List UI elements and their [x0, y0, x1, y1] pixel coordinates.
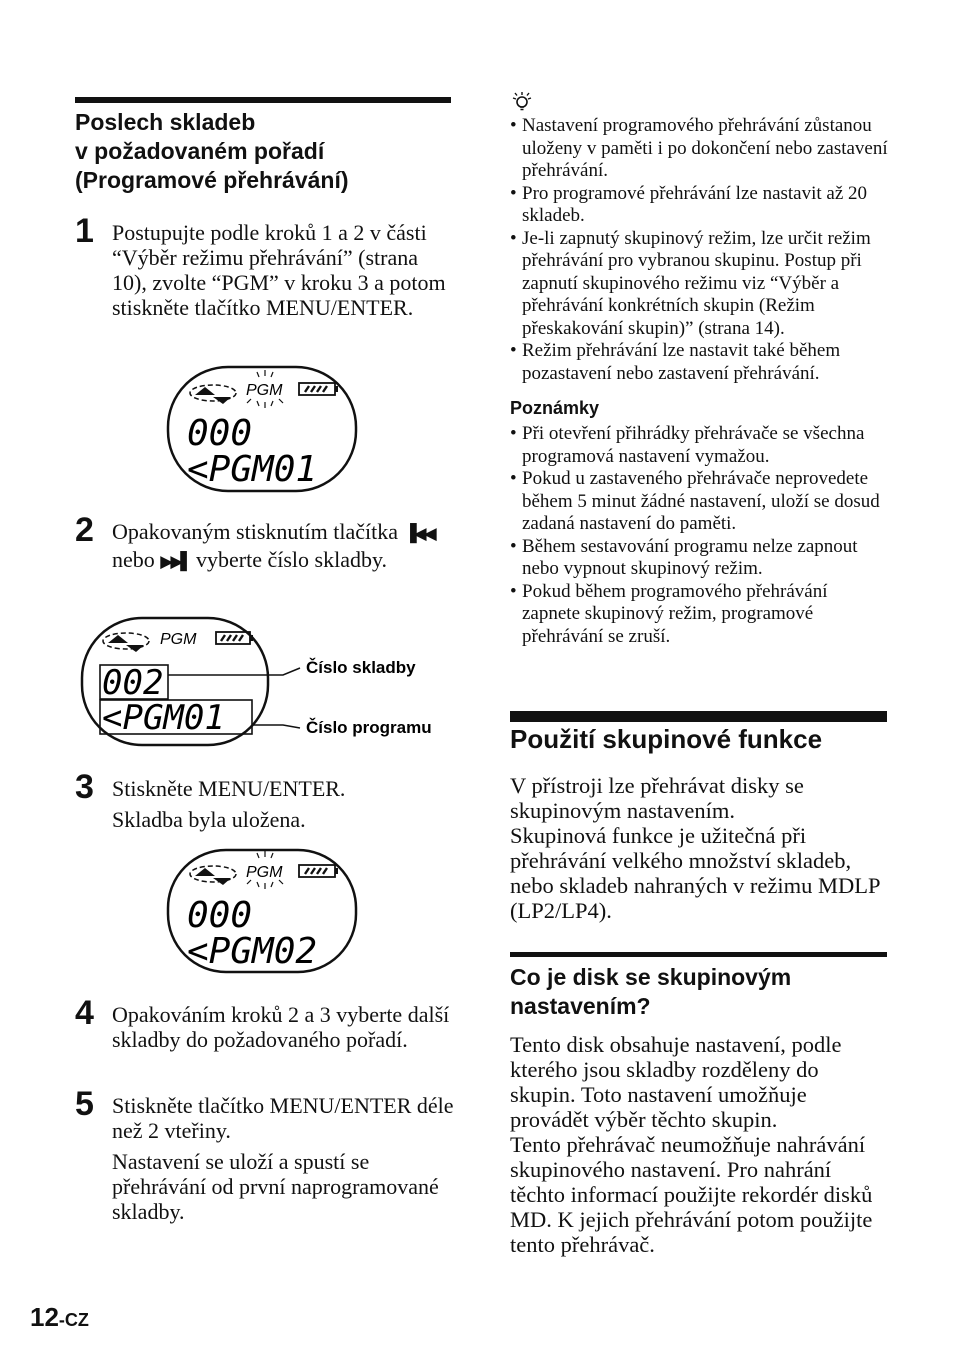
- step-number: 1: [75, 212, 94, 250]
- step-1: [75, 212, 455, 320]
- tips-list: [510, 115, 888, 385]
- step-number: 3: [75, 768, 94, 806]
- subsection-title: Co je disk se skupinovým nastavením?: [510, 964, 792, 1019]
- lcd-display-2: [78, 615, 448, 749]
- heading-line-1: Poslech skladeb: [75, 109, 256, 135]
- step-number: 4: [75, 994, 94, 1032]
- page-number-suffix: -CZ: [58, 1310, 89, 1330]
- step-4: [75, 994, 455, 1052]
- step-number: 5: [75, 1085, 94, 1123]
- section-rule: [510, 711, 887, 722]
- notes-title: Poznámky: [510, 398, 600, 418]
- lcd-program-number: <PGM01: [102, 698, 225, 738]
- tip-item: • Režim přehrávání lze nastavit také během pozastavení nebo zastavení přehrávání.: [510, 340, 888, 385]
- step-text: Stiskněte tlačítko MENU/ENTER déle než 2 vteřiny.: [112, 1093, 454, 1143]
- page-number-value: 12: [30, 1302, 59, 1332]
- pgm-indicator: PGM: [246, 864, 283, 881]
- lcd-track-number: 002: [102, 663, 164, 703]
- subsection-paragraph-2: Tento přehrávač neumožňuje nahrávání skupinového nastavení. Pro nahrání těchto informací použijte rekordér disků MD. K jejich přehrávání potom použijte tento přehrávač.: [510, 1132, 873, 1257]
- disc-icon: [103, 633, 149, 652]
- step-text-b: nebo: [112, 547, 161, 572]
- lcd-track-number: 000: [187, 413, 253, 454]
- section-heading: [75, 108, 455, 195]
- tip-item: • Je-li zapnutý skupinový režim, lze určit režim přehrávání pro vybranou skupinu. Postup při zapnutí skupinového režimu viz “Výběr a přehrávání konkrétních skupin (Režim přeskakování skupin)” (strana 14).: [510, 228, 888, 341]
- next-track-icon: ▶▶▌: [160, 552, 191, 572]
- lcd-track-number: 000: [187, 895, 253, 936]
- note-item: • Během sestavování programu nelze zapnout nebo vypnout skupinový režim.: [510, 536, 888, 581]
- pgm-indicator: PGM: [160, 631, 197, 648]
- section-paragraph-1: V přístroji lze přehrávat disky se skupinovým nastavením.: [510, 773, 804, 823]
- program-number-label: Číslo programu: [306, 718, 432, 737]
- track-number-label: Číslo skladby: [306, 658, 416, 677]
- lcd-display-3: [165, 847, 361, 975]
- step-text: Opakováním kroků 2 a 3 vyberte další skladby do požadovaného pořadí.: [112, 1002, 450, 1052]
- step-subtext: Nastavení se uloží a spustí se přehrávání od první naprogramované skladby.: [112, 1149, 439, 1224]
- step-text: [112, 519, 455, 575]
- lcd-display-1: [165, 364, 361, 494]
- heading-line-3: (Programové přehrávání): [75, 167, 349, 193]
- disc-icon: [190, 385, 236, 404]
- heading-line-2: v požadovaném pořadí: [75, 138, 325, 164]
- step-5: [75, 1085, 455, 1224]
- pgm-indicator: PGM: [246, 382, 283, 399]
- step-2: [75, 511, 455, 575]
- note-item: • Pokud během programového přehrávání zapnete skupinový režim, programové přehrávání se zruší.: [510, 581, 888, 649]
- step-text: Postupujte podle kroků 1 a 2 v části “Výběr režimu přehrávání” (strana 10), zvolte “PGM” v kroku 3 a potom stiskněte tlačítko MENU/ENTER.: [112, 220, 446, 320]
- notes-list: [510, 423, 888, 648]
- battery-icon: [299, 865, 338, 877]
- step-subtext: Skladba byla uložena.: [112, 807, 306, 832]
- tip-item: • Nastavení programového přehrávání zůstanou uloženy v paměti i po dokončení nebo zastavení přehrávání.: [510, 115, 888, 183]
- subsection-body: [510, 1032, 888, 1257]
- subsection-rule: [510, 952, 887, 957]
- step-text-c: vyberte číslo skladby.: [190, 547, 388, 572]
- previous-track-icon: ▐◀◀: [403, 524, 434, 544]
- section-title: Použití skupinové funkce: [510, 724, 823, 754]
- tip-lightbulb-icon: [510, 90, 534, 114]
- disc-icon: [190, 866, 236, 885]
- step-3: [75, 768, 455, 832]
- step-text-a: Opakovaným stisknutím tlačítka: [112, 519, 398, 544]
- note-item: • Při otevření přihrádky přehrávače se všechna programová nastavení vymažou.: [510, 423, 888, 468]
- lcd-program-number: <PGM01: [187, 449, 318, 490]
- heading-rule-left: [75, 97, 451, 103]
- note-item: • Pokud u zastaveného přehrávače neprovedete během 5 minut žádné nastavení, uloží se dosud zadaná nastavení do paměti.: [510, 468, 888, 536]
- step-text: Stiskněte MENU/ENTER.: [112, 776, 346, 801]
- section-paragraph-2: Skupinová funkce je užitečná při přehrávání velkého množství skladeb, nebo skladeb nahraných v režimu MDLP (LP2/LP4).: [510, 823, 880, 923]
- battery-icon: [299, 383, 338, 395]
- section-body: [510, 773, 888, 923]
- page-number: [30, 1302, 89, 1333]
- subsection-paragraph-1: Tento disk obsahuje nastavení, podle kterého jsou skladby rozděleny do skupin. Toto nastavení umožňuje provádět výběr těchto skupin.: [510, 1032, 842, 1132]
- step-number: 2: [75, 511, 94, 549]
- lcd-program-number: <PGM02: [187, 931, 318, 972]
- tip-item: • Pro programové přehrávání lze nastavit až 20 skladeb.: [510, 183, 888, 228]
